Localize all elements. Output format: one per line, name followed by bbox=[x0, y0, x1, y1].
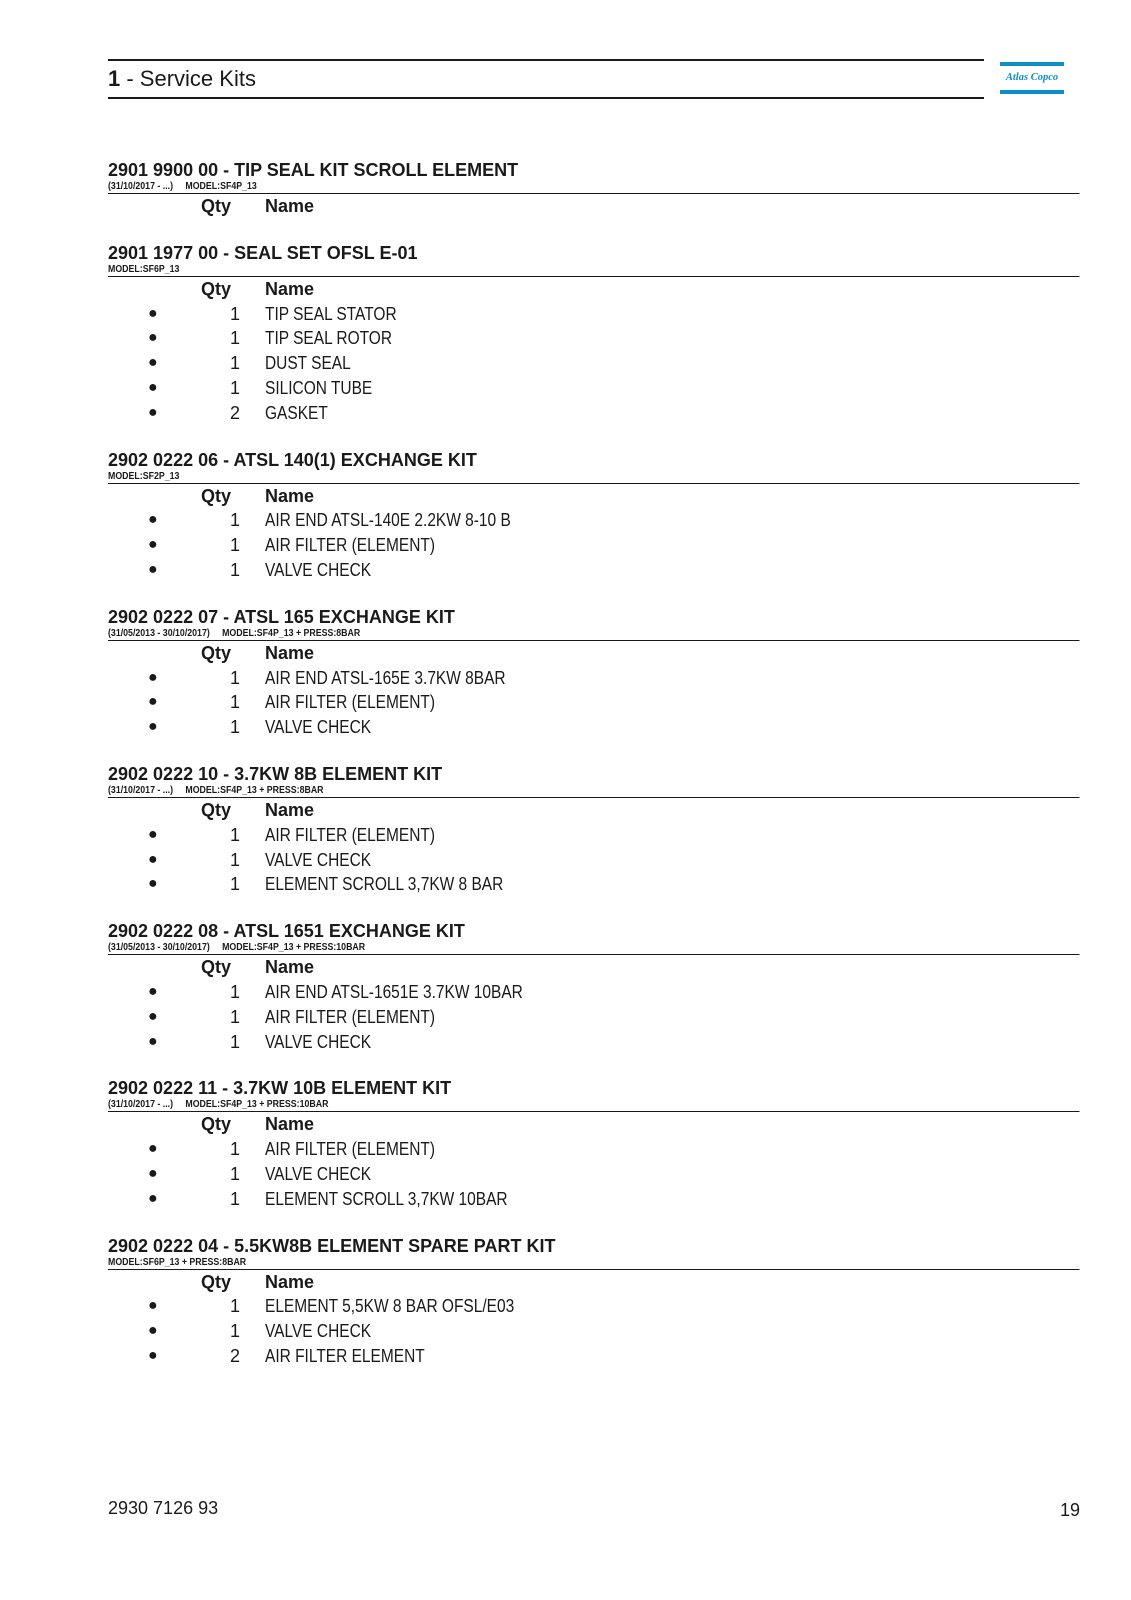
part-name: GASKET bbox=[265, 402, 328, 423]
part-name: AIR FILTER ELEMENT bbox=[265, 1345, 425, 1366]
part-qty: 1 bbox=[229, 535, 240, 556]
part-name: VALVE CHECK bbox=[265, 849, 372, 870]
kit-date-range: (31/05/2013 - 30/10/2017) bbox=[108, 627, 210, 639]
part-qty: 2 bbox=[229, 1345, 240, 1366]
part-name: TIP SEAL STATOR bbox=[265, 303, 397, 324]
bullet-icon: ● bbox=[148, 1189, 158, 1207]
kit-date-range: (31/05/2013 - 30/10/2017) bbox=[108, 942, 210, 954]
part-row bbox=[108, 302, 1080, 327]
name-column-header: Name bbox=[265, 957, 315, 978]
kit-model: MODEL:SF2P_13 bbox=[108, 470, 180, 482]
part-qty: 1 bbox=[229, 667, 240, 688]
page-header bbox=[108, 59, 984, 99]
qty-column-header: Qty bbox=[201, 485, 232, 506]
kit-date-range: (31/10/2017 - ...) bbox=[108, 1099, 174, 1111]
qty-column-header: Qty bbox=[201, 196, 232, 216]
name-column-header: Name bbox=[265, 485, 315, 506]
part-row bbox=[108, 533, 1080, 558]
part-qty: 1 bbox=[229, 377, 240, 398]
kit-model: MODEL:SF6P_13 bbox=[108, 263, 180, 275]
part-row bbox=[108, 351, 1080, 376]
part-row bbox=[108, 1344, 1080, 1369]
part-row bbox=[108, 558, 1080, 583]
part-qty: 1 bbox=[229, 510, 240, 531]
part-qty: 1 bbox=[229, 1321, 240, 1342]
kit-model: MODEL:SF4P_13 + PRESS:10BAR bbox=[185, 1099, 329, 1111]
name-column-header: Name bbox=[265, 278, 315, 299]
part-row bbox=[108, 1294, 1080, 1319]
part-row bbox=[108, 1005, 1080, 1030]
kit-meta bbox=[108, 470, 1080, 484]
part-qty: 1 bbox=[229, 353, 240, 374]
column-header-row bbox=[108, 798, 1080, 823]
part-qty: 1 bbox=[229, 824, 240, 845]
part-row bbox=[108, 401, 1080, 426]
part-row bbox=[108, 1137, 1080, 1162]
part-name: VALVE CHECK bbox=[265, 559, 372, 580]
part-row bbox=[108, 376, 1080, 401]
part-name: AIR FILTER (ELEMENT) bbox=[265, 1139, 436, 1160]
part-row bbox=[108, 1162, 1080, 1187]
qty-column-header: Qty bbox=[201, 1271, 232, 1292]
part-qty: 1 bbox=[229, 1139, 240, 1160]
column-header-row bbox=[108, 194, 1080, 219]
bullet-icon: ● bbox=[148, 850, 158, 868]
column-header-row bbox=[108, 1270, 1080, 1295]
part-qty: 1 bbox=[229, 849, 240, 870]
part-name: VALVE CHECK bbox=[265, 1163, 372, 1184]
kit-title: 2901 1977 00 - SEAL SET OFSL E-01 bbox=[108, 242, 418, 263]
kit-meta bbox=[108, 941, 1080, 955]
column-header-row bbox=[108, 955, 1080, 980]
name-column-header: Name bbox=[265, 642, 315, 663]
kit-title: 2902 0222 11 - 3.7KW 10B ELEMENT KIT bbox=[108, 1078, 452, 1099]
part-name: AIR END ATSL-1651E 3.7KW 10BAR bbox=[265, 981, 523, 1002]
part-name: VALVE CHECK bbox=[265, 717, 372, 738]
kit-title: 2902 0222 08 - ATSL 1651 EXCHANGE KIT bbox=[108, 921, 465, 942]
part-qty: 1 bbox=[229, 1031, 240, 1052]
kit-title: 2902 0222 07 - ATSL 165 EXCHANGE KIT bbox=[108, 606, 455, 627]
bullet-icon: ● bbox=[148, 668, 158, 686]
kit-model: MODEL:SF4P_13 bbox=[185, 181, 257, 192]
kit-date-range: (31/10/2017 - ...) bbox=[108, 784, 174, 796]
name-column-header: Name bbox=[265, 799, 315, 820]
bullet-icon: ● bbox=[148, 1164, 158, 1182]
kit-model: MODEL:SF6P_13 + PRESS:8BAR bbox=[108, 1256, 247, 1268]
part-row bbox=[108, 326, 1080, 351]
kit-model: MODEL:SF4P_13 + PRESS:8BAR bbox=[222, 627, 361, 639]
bullet-icon: ● bbox=[148, 982, 158, 1000]
part-name: DUST SEAL bbox=[265, 353, 351, 374]
part-name: SILICON TUBE bbox=[265, 377, 373, 398]
bullet-icon: ● bbox=[148, 1322, 158, 1340]
kit-model: MODEL:SF4P_13 + PRESS:10BAR bbox=[222, 942, 366, 954]
kit-meta bbox=[108, 263, 1080, 277]
column-header-row bbox=[108, 1112, 1080, 1137]
bullet-icon: ● bbox=[148, 875, 158, 893]
column-header-row bbox=[108, 484, 1080, 509]
logo-bar-top bbox=[1000, 62, 1064, 66]
part-row bbox=[108, 1319, 1080, 1344]
logo-text: Atlas Copco bbox=[1005, 72, 1059, 83]
bullet-icon: ● bbox=[148, 718, 158, 736]
bullet-icon: ● bbox=[148, 1346, 158, 1364]
column-header-row bbox=[108, 277, 1080, 302]
part-qty: 1 bbox=[229, 328, 240, 349]
document-number: 2930 7126 93 bbox=[108, 1498, 219, 1518]
part-qty: 1 bbox=[229, 692, 240, 713]
part-qty: 1 bbox=[229, 874, 240, 895]
part-row bbox=[108, 690, 1080, 715]
kit-meta bbox=[108, 1098, 1080, 1112]
qty-column-header: Qty bbox=[201, 957, 232, 978]
part-row bbox=[108, 715, 1080, 740]
part-name: VALVE CHECK bbox=[265, 1031, 372, 1052]
kit-section bbox=[108, 160, 1080, 219]
part-qty: 1 bbox=[229, 1006, 240, 1027]
kit-section bbox=[108, 1078, 1080, 1211]
part-name: ELEMENT SCROLL 3,7KW 10BAR bbox=[265, 1188, 508, 1209]
bullet-icon: ● bbox=[148, 304, 158, 322]
column-header-row bbox=[108, 641, 1080, 666]
part-qty: 1 bbox=[229, 1163, 240, 1184]
part-name: ELEMENT 5,5KW 8 BAR OFSL/E03 bbox=[265, 1296, 515, 1317]
part-qty: 1 bbox=[229, 717, 240, 738]
name-column-header: Name bbox=[265, 1271, 315, 1292]
bullet-icon: ● bbox=[148, 329, 158, 347]
part-name: AIR FILTER (ELEMENT) bbox=[265, 1006, 436, 1027]
page-title bbox=[108, 67, 256, 91]
part-row bbox=[108, 1030, 1080, 1055]
part-name: AIR FILTER (ELEMENT) bbox=[265, 535, 436, 556]
bullet-icon: ● bbox=[148, 1007, 158, 1025]
part-row bbox=[108, 848, 1080, 873]
bullet-icon: ● bbox=[148, 511, 158, 529]
part-qty: 1 bbox=[229, 303, 240, 324]
part-row bbox=[108, 872, 1080, 897]
part-name: ELEMENT SCROLL 3,7KW 8 BAR bbox=[265, 874, 504, 895]
part-row bbox=[108, 980, 1080, 1005]
bullet-icon: ● bbox=[148, 378, 158, 396]
kit-section bbox=[108, 764, 1080, 897]
bullet-icon: ● bbox=[148, 825, 158, 843]
kit-section bbox=[108, 607, 1080, 740]
part-name: AIR FILTER (ELEMENT) bbox=[265, 824, 436, 845]
part-name: AIR END ATSL-165E 3.7KW 8BAR bbox=[265, 667, 506, 688]
section-title: - Service Kits bbox=[120, 66, 256, 91]
part-row bbox=[108, 1187, 1080, 1212]
kit-meta bbox=[108, 784, 1080, 798]
qty-column-header: Qty bbox=[201, 278, 232, 299]
bullet-icon: ● bbox=[148, 403, 158, 421]
bullet-icon: ● bbox=[148, 354, 158, 372]
qty-column-header: Qty bbox=[201, 642, 232, 663]
kit-model: MODEL:SF4P_13 + PRESS:8BAR bbox=[185, 784, 324, 796]
kit-list bbox=[108, 160, 1080, 1393]
part-qty: 2 bbox=[229, 402, 240, 423]
part-name: TIP SEAL ROTOR bbox=[265, 328, 393, 349]
part-row bbox=[108, 823, 1080, 848]
part-name: AIR FILTER (ELEMENT) bbox=[265, 692, 436, 713]
bullet-icon: ● bbox=[148, 1297, 158, 1315]
kit-title: 2902 0222 10 - 3.7KW 8B ELEMENT KIT bbox=[108, 763, 443, 784]
qty-column-header: Qty bbox=[201, 1114, 232, 1135]
name-column-header: Name bbox=[265, 196, 315, 216]
kit-section bbox=[108, 921, 1080, 1054]
section-number: 1 bbox=[108, 66, 121, 91]
kit-section bbox=[108, 450, 1080, 583]
kit-date-range: (31/10/2017 - ...) bbox=[108, 181, 174, 192]
kit-section bbox=[108, 243, 1080, 426]
name-column-header: Name bbox=[265, 1114, 315, 1135]
kit-title: 2902 0222 06 - ATSL 140(1) EXCHANGE KIT bbox=[108, 449, 477, 470]
bullet-icon: ● bbox=[148, 693, 158, 711]
bullet-icon: ● bbox=[148, 560, 158, 578]
part-qty: 1 bbox=[229, 1296, 240, 1317]
kit-meta bbox=[108, 180, 1080, 194]
qty-column-header: Qty bbox=[201, 799, 232, 820]
part-row bbox=[108, 666, 1080, 691]
kit-meta bbox=[108, 627, 1080, 641]
logo-bar-bottom bbox=[1000, 90, 1064, 94]
bullet-icon: ● bbox=[148, 536, 158, 554]
part-name: VALVE CHECK bbox=[265, 1321, 372, 1342]
kit-section bbox=[108, 1236, 1080, 1369]
kit-title: 2901 9900 00 - TIP SEAL KIT SCROLL ELEMENT bbox=[108, 160, 519, 180]
bullet-icon: ● bbox=[148, 1032, 158, 1050]
part-qty: 1 bbox=[229, 981, 240, 1002]
part-qty: 1 bbox=[229, 559, 240, 580]
part-name: AIR END ATSL-140E 2.2KW 8-10 B bbox=[265, 510, 511, 531]
part-row bbox=[108, 508, 1080, 533]
kit-meta bbox=[108, 1256, 1080, 1270]
part-qty: 1 bbox=[229, 1188, 240, 1209]
page-number: 19 bbox=[1059, 1500, 1080, 1520]
bullet-icon: ● bbox=[148, 1140, 158, 1158]
kit-title: 2902 0222 04 - 5.5KW8B ELEMENT SPARE PART KIT bbox=[108, 1235, 556, 1256]
atlas-copco-logo bbox=[1000, 62, 1064, 94]
